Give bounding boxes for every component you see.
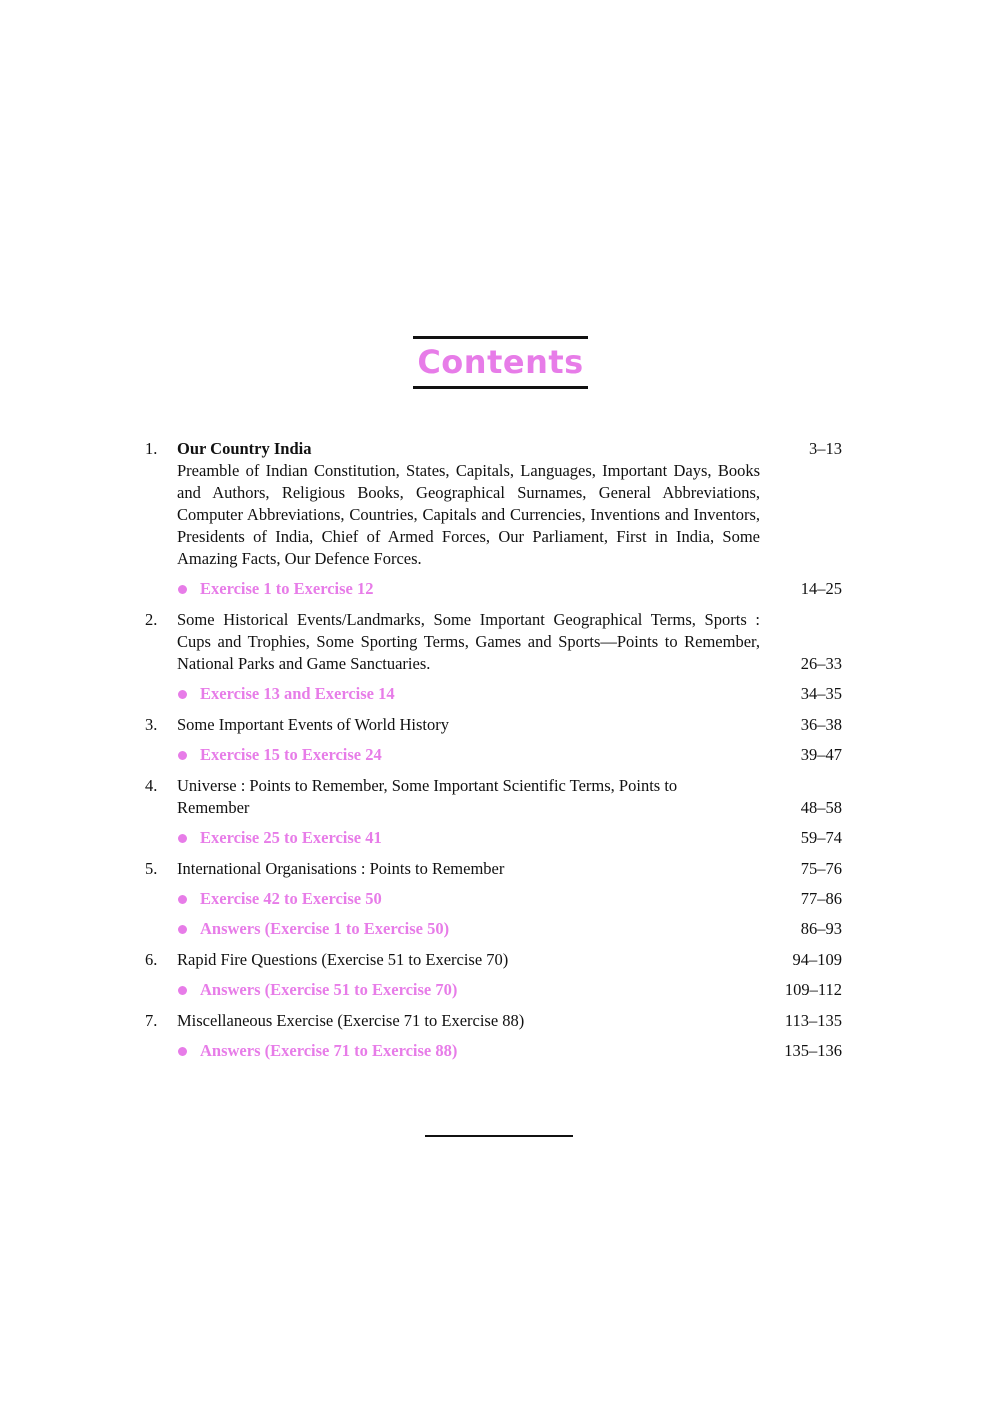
toc-exercise-label: Exercise 25 to Exercise 41 [200,828,382,847]
toc-exercise-label: Exercise 42 to Exercise 50 [200,889,382,908]
toc-row-3 [145,709,842,740]
toc-row-5 [145,853,842,884]
toc-exercise-label: Answers (Exercise 71 to Exercise 88) [200,1041,458,1060]
page-title: Contents [417,343,584,381]
toc-exercise-entry [177,1040,760,1062]
toc-exercise-entry [177,918,760,940]
toc-exercise-label: Exercise 13 and Exercise 14 [200,684,395,703]
toc-row-answers [145,1036,842,1066]
toc-number: 6. [145,950,158,969]
toc-pages: 86–93 [800,919,842,938]
toc-pages: 39–47 [800,745,842,764]
bullet-icon [178,986,187,995]
toc-row-answers [145,914,842,944]
toc-entry [177,949,760,971]
bullet-icon [178,895,187,904]
toc-pages: 113–135 [784,1011,842,1030]
bullet-icon [178,1047,187,1056]
toc-number: 1. [145,439,158,458]
toc-entry [177,775,687,819]
toc-description: Some Important Events of World History [177,715,449,734]
toc-exercise-entry [177,979,760,1001]
toc-exercise-entry [177,744,760,766]
toc-row-4 [145,770,842,823]
toc-description: Miscellaneous Exercise (Exercise 71 to Exercise 88) [177,1011,525,1030]
toc-pages: 94–109 [792,950,842,969]
bullet-icon [178,585,187,594]
toc-heading: Our Country India [177,439,312,458]
bullet-icon [178,925,187,934]
toc-row-7 [145,1005,842,1036]
toc-pages: 135–136 [784,1041,842,1060]
toc-pages: 36–38 [800,715,842,734]
contents-title-block [413,336,588,389]
bullet-icon [178,690,187,699]
toc-description: Some Historical Events/Landmarks, Some Important Geographical Terms, Sports : Cups and Trophies, Some Sporting Terms, Games and Sports—Points to Remember, National Parks and Game Sanctuaries. [177,610,760,673]
toc-number: 3. [145,715,158,734]
toc-entry [177,1010,760,1032]
toc-pages: 3–13 [809,439,842,458]
toc-pages: 34–35 [800,684,842,703]
toc-exercise-label: Answers (Exercise 51 to Exercise 70) [200,980,458,999]
toc-row-2 [145,604,842,679]
table-of-contents [145,438,842,1066]
toc-number: 2. [145,610,158,629]
toc-exercise-entry [177,578,760,600]
toc-entry [177,609,760,675]
toc-description: International Organisations : Points to Remember [177,859,505,878]
toc-pages: 109–112 [784,980,842,999]
toc-exercise-entry [177,683,760,705]
toc-pages: 48–58 [800,798,842,817]
bottom-divider [425,1135,573,1137]
toc-row-exercise [145,574,842,604]
toc-pages: 77–86 [800,889,842,908]
toc-row-6 [145,944,842,975]
toc-pages: 14–25 [800,579,842,598]
toc-entry [177,438,760,570]
toc-entry [177,714,760,736]
toc-exercise-entry [177,888,760,910]
toc-row-exercise [145,823,842,853]
bullet-icon [178,751,187,760]
toc-exercise-label: Answers (Exercise 1 to Exercise 50) [200,919,450,938]
toc-pages: 26–33 [800,654,842,673]
toc-number: 4. [145,776,158,795]
toc-row-exercise [145,679,842,709]
toc-row-1 [145,438,842,574]
toc-pages: 59–74 [800,828,842,847]
toc-row-answers [145,975,842,1005]
toc-number: 7. [145,1011,158,1030]
toc-description: Rapid Fire Questions (Exercise 51 to Exercise 70) [177,950,509,969]
toc-row-exercise [145,884,842,914]
bullet-icon [178,834,187,843]
toc-exercise-entry [177,827,760,849]
toc-number: 5. [145,859,158,878]
toc-description: Preamble of Indian Constitution, States, Capitals, Languages, Important Days, Books and Authors, Religious Books, Geographical Surnames, General Abbreviations, Computer Abbreviations, Countries, Capitals and Currencies, Inventions and Inventors, Presidents of India, Chief of Armed Forces, Our Parliament, First in India, Some Amazing Facts, Our Defence Forces. [177,461,760,568]
toc-pages: 75–76 [800,859,842,878]
toc-exercise-label: Exercise 1 to Exercise 12 [200,579,374,598]
toc-exercise-label: Exercise 15 to Exercise 24 [200,745,382,764]
toc-entry [177,858,760,880]
toc-row-exercise [145,740,842,770]
toc-description: Universe : Points to Remember, Some Important Scientific Terms, Points to Remember [177,776,678,817]
